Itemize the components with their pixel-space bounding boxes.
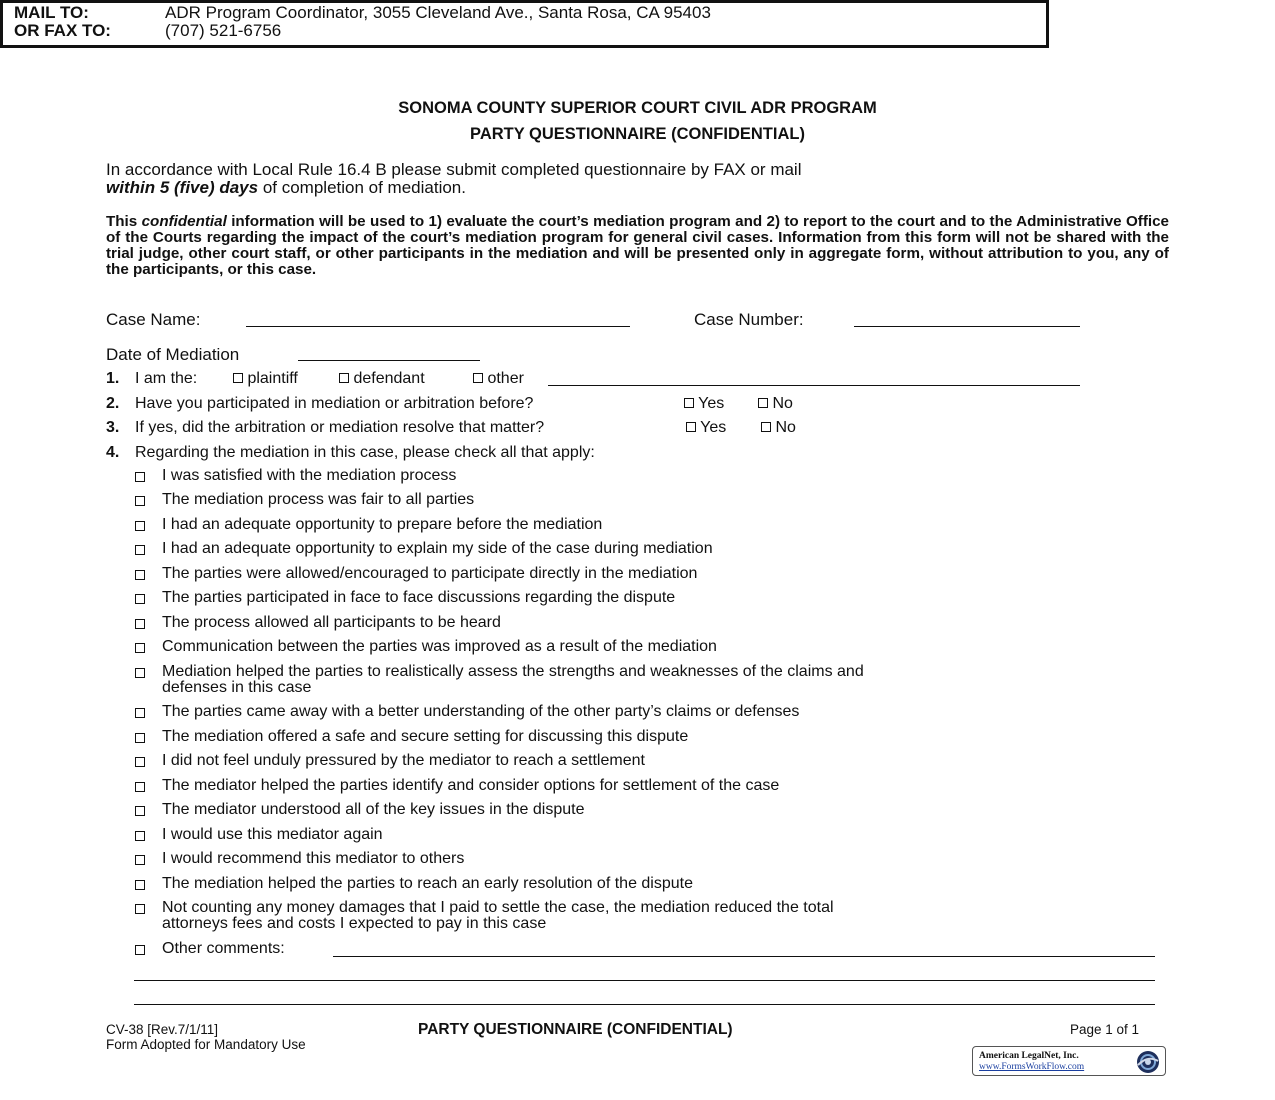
americanlegalnet-logo[interactable] <box>972 1046 1166 1076</box>
item-checkbox[interactable] <box>135 855 145 865</box>
item-checkbox[interactable] <box>135 643 145 653</box>
mail-address: ADR Program Coordinator, 3055 Cleveland Ave., Santa Rosa, CA 95403 <box>165 3 711 22</box>
item-text: The parties came away with a better understanding of the other party’s claims or defenses <box>162 703 800 720</box>
case-name-label: Case Name: <box>106 310 201 329</box>
item-text: The parties were allowed/encouraged to participate directly in the mediation <box>162 565 698 582</box>
item-text: The mediation helped the parties to reach an early resolution of the dispute <box>162 875 693 892</box>
item-text: The mediation offered a safe and secure setting for discussing this dispute <box>162 728 689 745</box>
item-text-cont: defenses in this case <box>162 679 312 696</box>
item-checkbox[interactable] <box>135 496 145 506</box>
item-checkbox[interactable] <box>135 472 145 482</box>
plaintiff-label: plaintiff <box>247 370 298 387</box>
other-checkbox[interactable] <box>473 373 483 383</box>
item-checkbox[interactable] <box>135 708 145 718</box>
item-checkbox[interactable] <box>135 782 145 792</box>
item-checkbox[interactable] <box>135 806 145 816</box>
q3-number: 3. <box>106 419 120 436</box>
comments-line-1[interactable] <box>333 956 1155 957</box>
item-checkbox[interactable] <box>135 619 145 629</box>
plaintiff-checkbox[interactable] <box>233 373 243 383</box>
case-number-field[interactable] <box>854 326 1080 327</box>
item-checkbox[interactable] <box>135 521 145 531</box>
item-checkbox[interactable] <box>135 668 145 678</box>
mail-to-box <box>0 0 1049 48</box>
comments-line-2[interactable] <box>134 980 1155 981</box>
item-checkbox[interactable] <box>135 733 145 743</box>
comments-line-3[interactable] <box>134 1004 1155 1005</box>
item-text: Not counting any money damages that I paid to settle the case, the mediation reduced the total <box>162 899 834 916</box>
intro-line-2-rest: of completion of mediation. <box>258 178 466 197</box>
confidential-text: information will be used to 1) evaluate the court’s mediation program and 2) to report to the court and to the Administrative Office of the Courts regarding the impact of the court’s mediation program for general civil cases. Information from this form will not be shared with the trial judge, other court staff, or other participants in the mediation and will be presented only in aggregate form, without attribution to you, any of the participants, or this case. <box>106 213 1169 278</box>
q2-yes[interactable] <box>684 395 724 413</box>
fax-label: OR FAX TO: <box>14 21 111 40</box>
footer-title: PARTY QUESTIONNAIRE (CONFIDENTIAL) <box>418 1021 733 1038</box>
q2-no[interactable] <box>758 395 793 413</box>
question-1 <box>106 370 119 388</box>
item-checkbox[interactable] <box>135 831 145 841</box>
item-text: I was satisfied with the mediation process <box>162 467 457 484</box>
item-checkbox[interactable] <box>135 757 145 767</box>
item-text-cont: attorneys fees and costs I expected to pay in this case <box>162 915 547 932</box>
other-comments-label: Other comments: <box>162 940 285 957</box>
item-text: The parties participated in face to face discussions regarding the dispute <box>162 589 676 606</box>
item-checkbox[interactable] <box>135 904 145 914</box>
case-number-label: Case Number: <box>694 310 804 329</box>
item-text: I had an adequate opportunity to explain my side of the case during mediation <box>162 540 713 557</box>
q1-option-defendant[interactable] <box>339 370 425 388</box>
court-title: SONOMA COUNTY SUPERIOR COURT CIVIL ADR PROGRAM <box>398 99 877 117</box>
item-text: The mediator helped the parties identify and consider options for settlement of the case <box>162 777 780 794</box>
q1-text: I am the: <box>135 370 198 387</box>
logo-url[interactable]: www.FormsWorkFlow.com <box>979 1062 1085 1072</box>
other-label: other <box>487 370 524 387</box>
item-checkbox[interactable] <box>135 880 145 890</box>
q4-text: Regarding the mediation in this case, please check all that apply: <box>135 444 595 461</box>
fax-number: (707) 521-6756 <box>165 21 282 40</box>
q2-number: 2. <box>106 395 120 412</box>
item-text: The mediation process was fair to all parties <box>162 491 475 508</box>
mail-to-label: MAIL TO: <box>14 3 89 22</box>
page-number: Page 1 of 1 <box>1070 1022 1140 1037</box>
item-text: I had an adequate opportunity to prepare before the mediation <box>162 516 603 533</box>
date-of-mediation-field[interactable] <box>298 360 480 361</box>
form-adopted: Form Adopted for Mandatory Use <box>106 1037 306 1052</box>
q3-no-checkbox[interactable] <box>761 422 771 432</box>
item-text: Mediation helped the parties to realistically assess the strengths and weaknesses of the claims and <box>162 663 864 680</box>
logo-name: American LegalNet, Inc. <box>979 1051 1079 1061</box>
globe-icon <box>1135 1049 1161 1075</box>
form-id: CV-38 [Rev.7/1/11] <box>106 1022 219 1037</box>
confidentiality-notice <box>106 214 1169 278</box>
q3-text: If yes, did the arbitration or mediation resolve that matter? <box>135 419 545 436</box>
q1-option-other[interactable] <box>473 370 524 388</box>
item-text: The mediator understood all of the key issues in the dispute <box>162 801 585 818</box>
q1-option-plaintiff[interactable] <box>233 370 298 388</box>
other-field[interactable] <box>548 385 1080 386</box>
item-text: I would recommend this mediator to others <box>162 850 465 867</box>
case-name-field[interactable] <box>246 326 630 327</box>
q2-text: Have you participated in mediation or arbitration before? <box>135 395 534 412</box>
defendant-label: defendant <box>353 370 425 387</box>
confidential-pre: This <box>106 213 142 230</box>
date-of-mediation-label: Date of Mediation <box>106 345 240 364</box>
q2-no-label: No <box>772 395 793 412</box>
q4-number: 4. <box>106 444 120 461</box>
item-checkbox[interactable] <box>135 594 145 604</box>
defendant-checkbox[interactable] <box>339 373 349 383</box>
q3-yes-label: Yes <box>700 419 727 436</box>
q3-no-label: No <box>775 419 796 436</box>
item-text: I did not feel unduly pressured by the mediator to reach a settlement <box>162 752 645 769</box>
q2-yes-checkbox[interactable] <box>684 398 694 408</box>
form-title: PARTY QUESTIONNAIRE (CONFIDENTIAL) <box>470 125 805 143</box>
intro-line-1: In accordance with Local Rule 16.4 B please submit completed questionnaire by FAX or mail <box>106 160 802 179</box>
q3-yes[interactable] <box>686 419 726 437</box>
item-checkbox[interactable] <box>135 545 145 555</box>
q2-yes-label: Yes <box>698 395 725 412</box>
q3-yes-checkbox[interactable] <box>686 422 696 432</box>
confidential-emph: confidential <box>141 213 227 230</box>
q2-no-checkbox[interactable] <box>758 398 768 408</box>
other-comments-checkbox[interactable] <box>135 945 145 955</box>
item-text: The process allowed all participants to be heard <box>162 614 501 631</box>
q1-number: 1. <box>106 370 120 387</box>
q3-no[interactable] <box>761 419 796 437</box>
item-text: I would use this mediator again <box>162 826 383 843</box>
item-text: Communication between the parties was improved as a result of the mediation <box>162 638 717 655</box>
deadline-emphasis: within 5 (five) days <box>106 178 259 197</box>
item-checkbox[interactable] <box>135 570 145 580</box>
intro-line-2 <box>106 178 466 198</box>
